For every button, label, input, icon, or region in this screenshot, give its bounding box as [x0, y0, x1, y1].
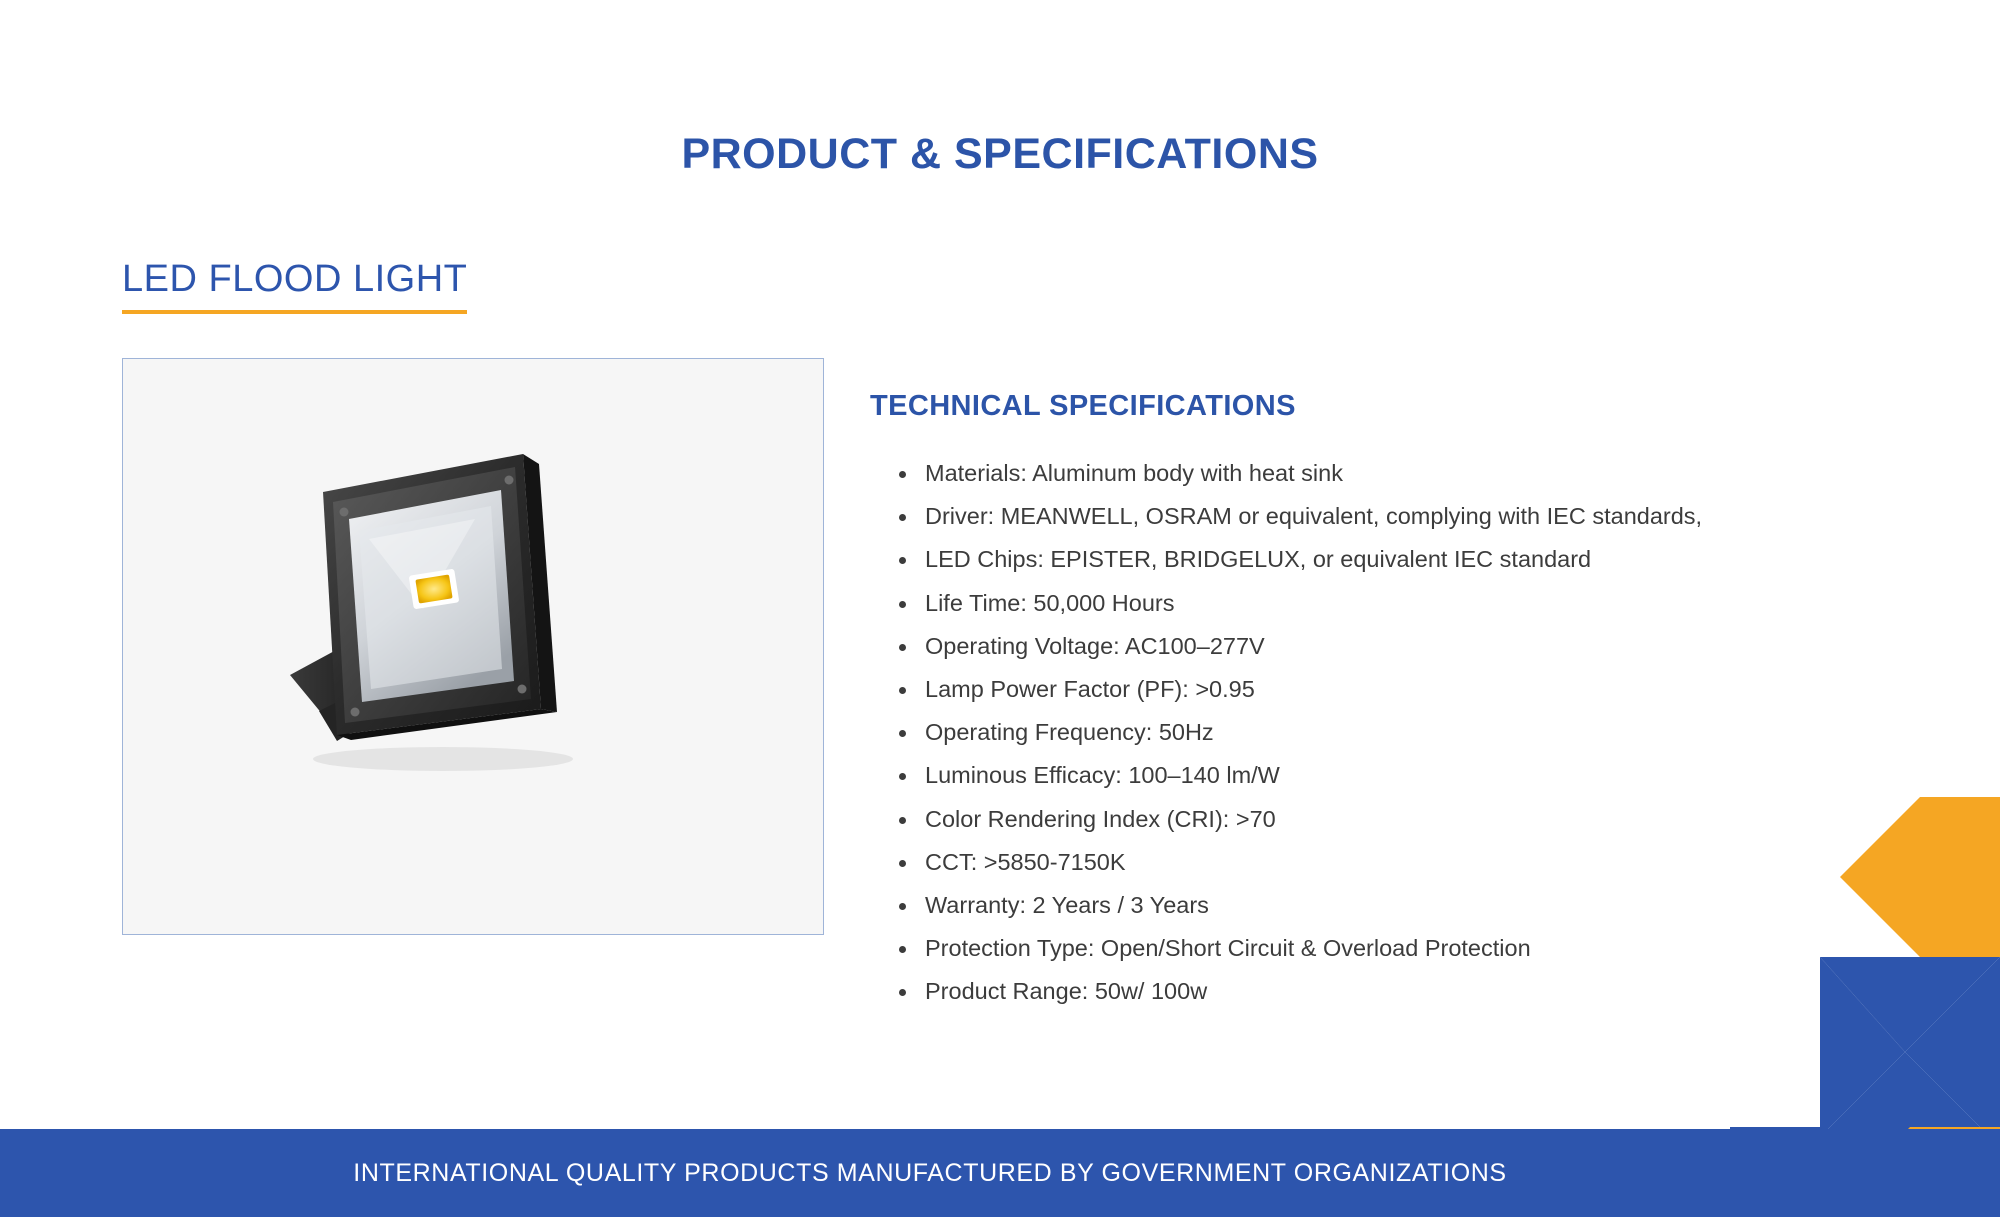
list-item: LED Chips: EPISTER, BRIDGELUX, or equivalent IEC standard	[925, 538, 1925, 581]
specs-list	[880, 452, 1925, 1014]
led-flood-light-image	[123, 359, 825, 936]
list-item: Operating Frequency: 50Hz	[925, 711, 1925, 754]
page-title: PRODUCT & SPECIFICATIONS	[681, 130, 1319, 178]
specs-heading: TECHNICAL SPECIFICATIONS	[870, 390, 1296, 422]
list-item: CCT: >5850-7150K	[925, 841, 1925, 884]
list-item: Color Rendering Index (CRI): >70	[925, 798, 1925, 841]
product-name-underline	[122, 310, 467, 314]
footer-bar	[0, 1129, 2000, 1217]
list-item: Materials: Aluminum body with heat sink	[925, 452, 1925, 495]
list-item: Product Range: 50w/ 100w	[925, 970, 1925, 1013]
list-item: Protection Type: Open/Short Circuit & Overload Protection	[925, 927, 1925, 970]
list-item: Lamp Power Factor (PF): >0.95	[925, 668, 1925, 711]
list-item: Luminous Efficacy: 100–140 lm/W	[925, 754, 1925, 797]
list-item: Operating Voltage: AC100–277V	[925, 625, 1925, 668]
list-item: Warranty: 2 Years / 3 Years	[925, 884, 1925, 927]
product-image-panel	[122, 358, 824, 935]
product-name-block	[122, 258, 467, 314]
footer-text: INTERNATIONAL QUALITY PRODUCTS MANUFACTURED BY GOVERNMENT ORGANIZATIONS	[353, 1159, 1507, 1187]
list-item: Driver: MEANWELL, OSRAM or equivalent, complying with IEC standards,	[925, 495, 1925, 538]
list-item: Life Time: 50,000 Hours	[925, 582, 1925, 625]
product-name: LED FLOOD LIGHT	[122, 258, 468, 300]
